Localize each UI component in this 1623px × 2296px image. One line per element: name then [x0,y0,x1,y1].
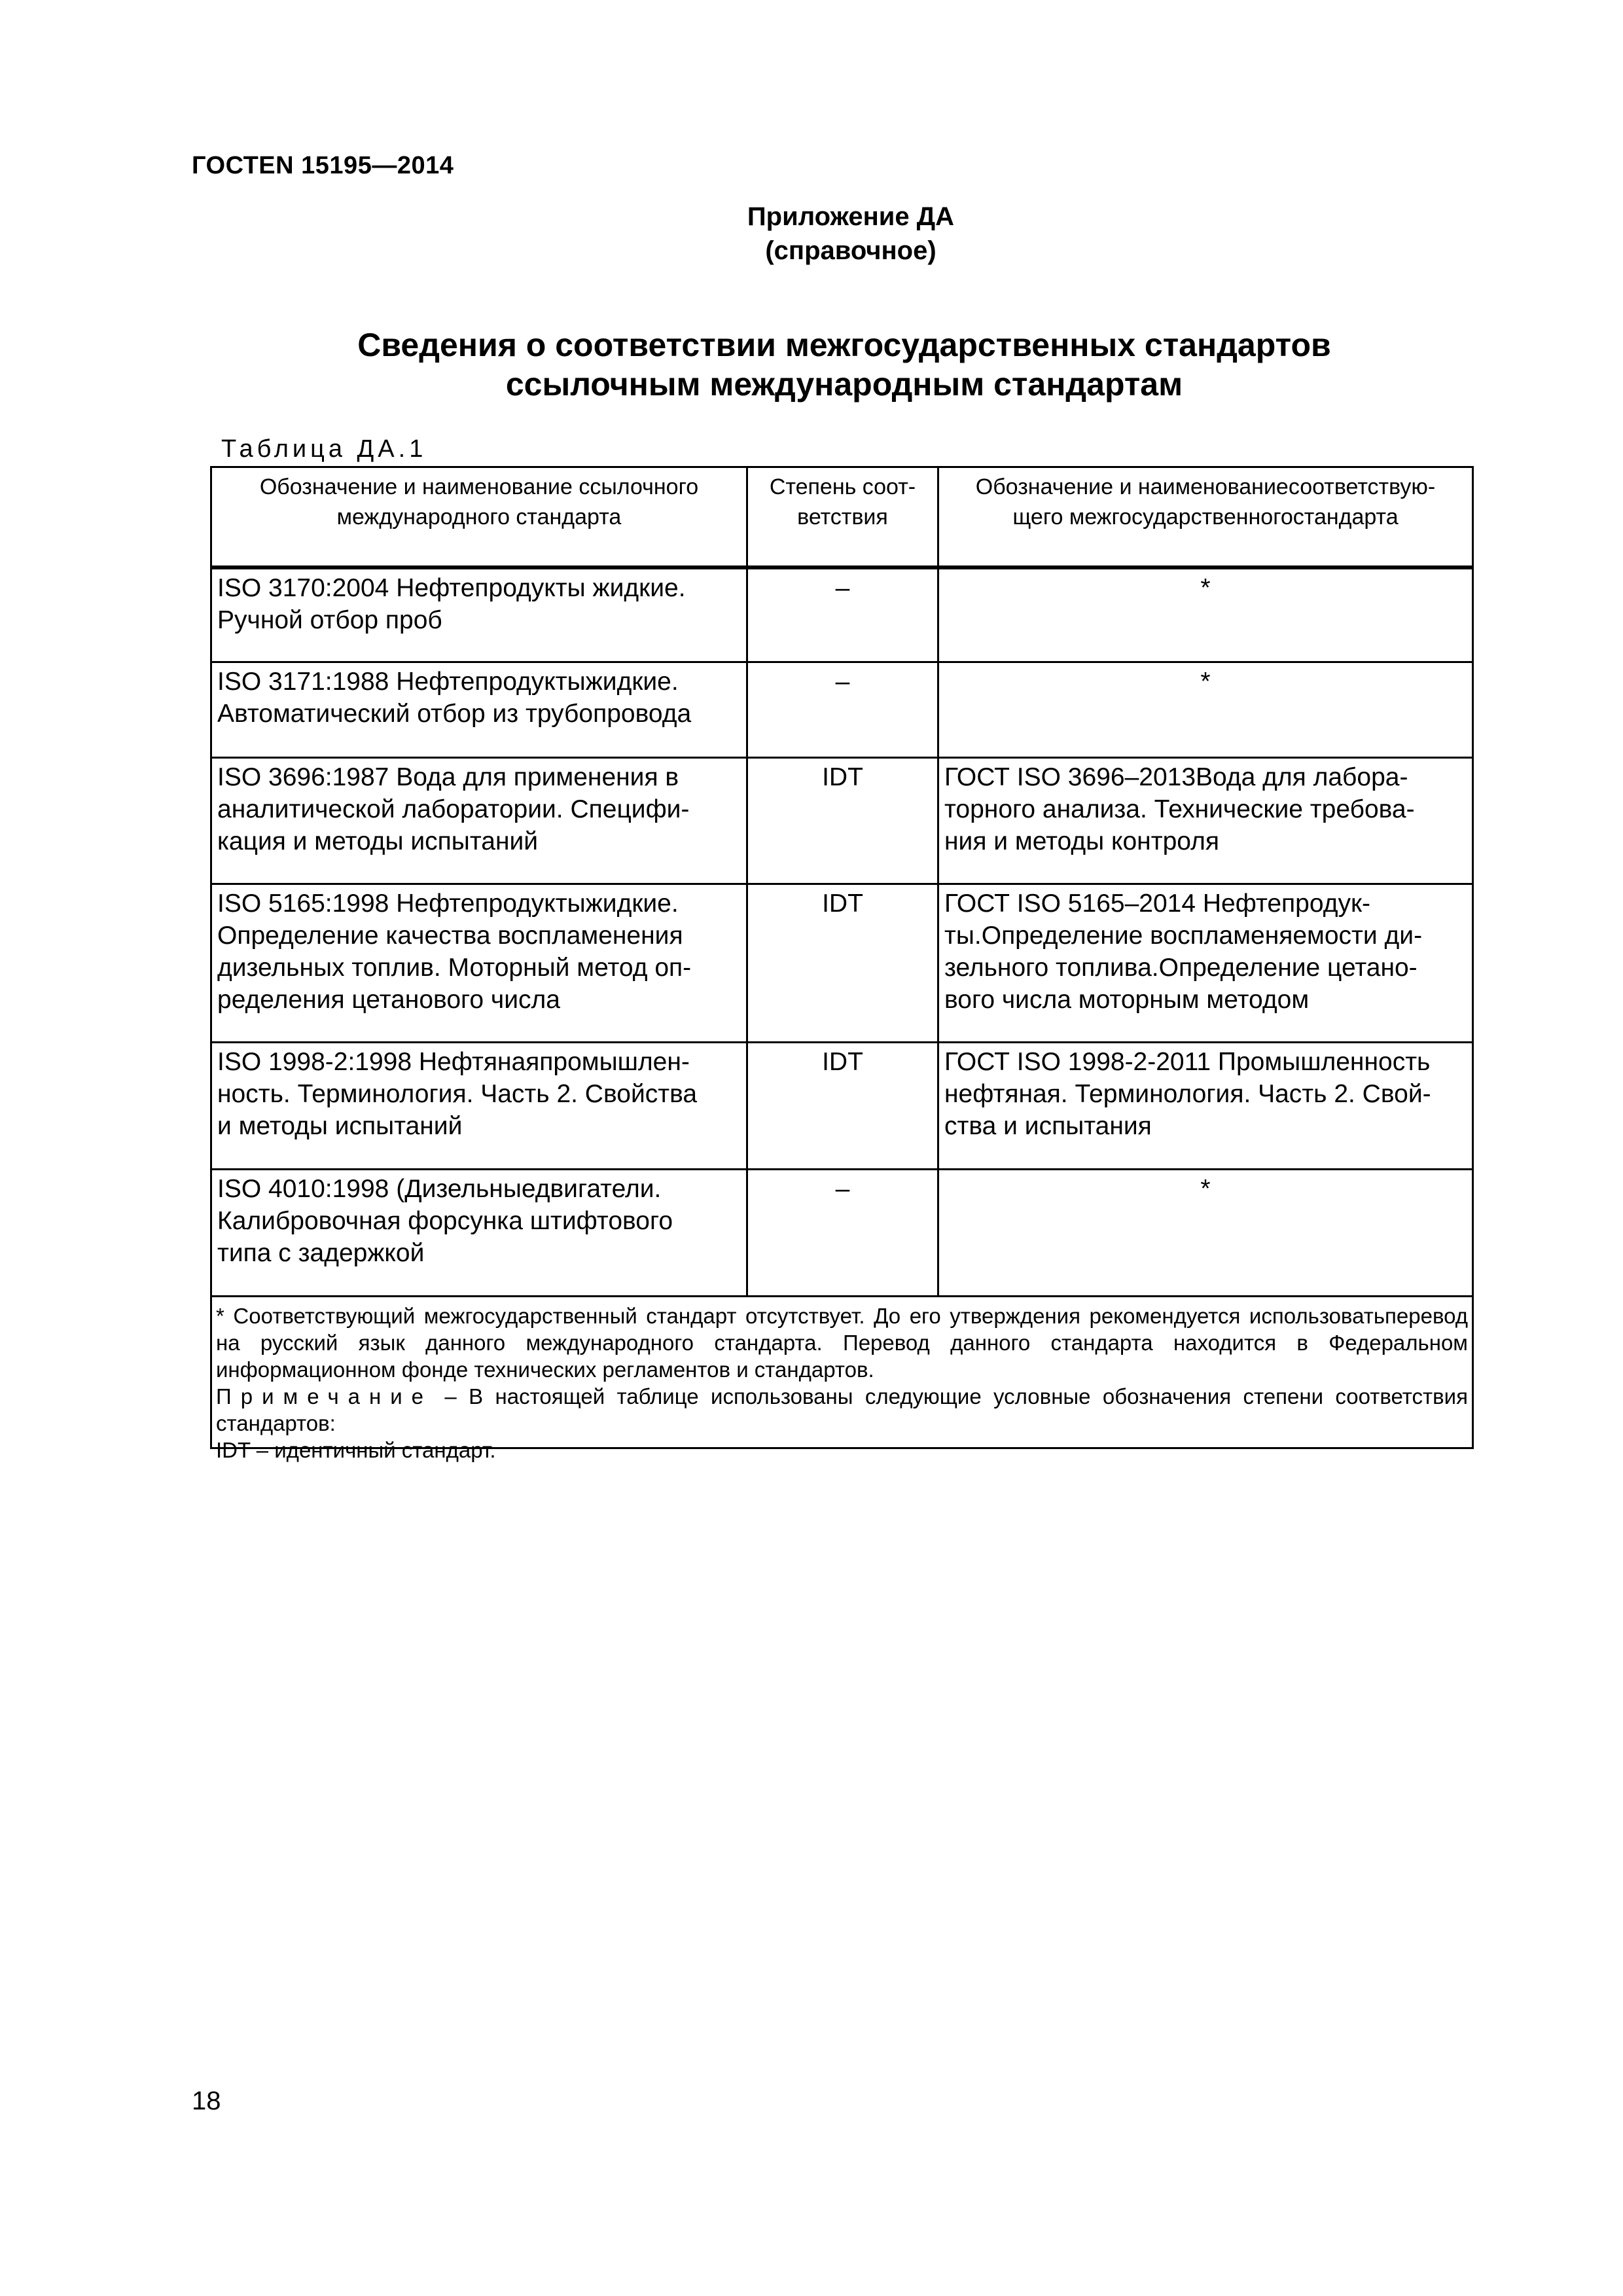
interstate-standard-cell [939,1043,1472,1168]
cell-text: Ручной отбор проб [217,606,442,634]
appendix-subtitle: (справочное) [765,236,936,265]
cell-text: ISO 3170:2004 Нефтепродукты жидкие. [217,574,686,602]
cell-text: ISO 3696:1987 Вода для применения в [217,763,679,791]
document-code: ГОСТEN 15195—2014 [192,152,454,179]
header-cell-international-standard [212,468,748,565]
cell-text: ISO 4010:1998 (Дизельныедвигатели. [217,1175,662,1203]
appendix-title: Приложение ДА [747,202,955,231]
footnote-idt-text: IDT – идентичный стандарт. [216,1438,496,1462]
degree-cell: IDT [748,1043,939,1168]
table-row [212,1170,1472,1297]
cell-text: ISO 3171:1988 Нефтепродуктыжидкие. [217,668,679,696]
page-title-line-2: ссылочным международным стандартам [505,366,1183,403]
interstate-standard-cell: * [1200,574,1211,602]
interstate-standard-cell: * [1200,1175,1211,1203]
cell-text: ния и методы контроля [944,827,1219,855]
cell-text: торного анализа. Технические требова- [944,795,1415,823]
degree-cell: – [748,663,939,757]
degree-cell: IDT [748,885,939,1041]
header-text: Обозначение и наименование ссылочного [259,475,699,499]
header-cell-interstate-standard [939,468,1472,565]
appendix-heading [654,200,1047,268]
cell-text: дизельных топлив. Моторный метод оп- [217,954,692,982]
degree-cell: – [748,1170,939,1295]
cell-text: ГОСТ ISO 5165–2014 Нефтепродук- [944,889,1371,918]
note-text: – В настоящей таблице использованы следующие условные обозначения степени соответствия стандартов: [216,1384,1468,1435]
cell-text: аналитической лаборатории. Специфи- [217,795,690,823]
header-text: международного стандарта [336,505,622,529]
cell-text: и методы испытаний [217,1112,463,1140]
cell-text: вого числа моторным методом [944,986,1310,1014]
table-row [212,885,1472,1043]
international-standard-cell [212,1170,748,1295]
table-row [212,567,1472,663]
header-cell-degree [748,468,939,565]
degree-cell: – [748,569,939,661]
table-header-row [212,468,1472,567]
cell-text: ГОСТ ISO 3696–2013Вода для лабора- [944,763,1408,791]
cell-text: ты.Определение воспламеняемости ди- [944,922,1423,950]
interstate-standard-cell [939,885,1472,1041]
international-standard-cell [212,569,748,661]
international-standard-cell [212,1043,748,1168]
cell-text: Определение качества воспламенения [217,922,683,950]
note-label: Примечание [216,1384,433,1408]
cell-text: зельного топлива.Определение цетано- [944,954,1418,982]
international-standard-cell [212,759,748,883]
cell-text: ISO 5165:1998 Нефтепродуктыжидкие. [217,889,679,918]
cell-text: кация и методы испытаний [217,827,539,855]
header-text: щего межгосударственногостандарта [1012,505,1399,529]
page-title [196,325,1492,404]
table-footnote [212,1297,1472,1463]
cell-text: Калибровочная форсунка штифтового [217,1207,673,1235]
standards-table [210,466,1474,1462]
page-number: 18 [192,2087,221,2115]
cell-text: ISO 1998-2:1998 Нефтянаяпромышлен- [217,1048,690,1076]
table-row [212,663,1472,759]
table-row [212,1043,1472,1170]
page-title-line-1: Сведения о соответствии межгосударственных стандартов [357,327,1331,363]
footnote-note [216,1383,1468,1437]
cell-text: ГОСТ ISO 1998-2-2011 Промышленность [944,1048,1431,1076]
table-row [212,759,1472,885]
table-label: Таблица ДА.1 [221,435,427,463]
cell-text: нефтяная. Терминология. Часть 2. Свой- [944,1080,1431,1108]
header-text: Степень соот- [769,475,916,499]
international-standard-cell [212,663,748,757]
cell-text: типа с задержкой [217,1239,425,1267]
header-text: ветствия [797,505,888,529]
header-text: Обозначение и наименованиесоответствую- [975,475,1436,499]
interstate-standard-cell [939,759,1472,883]
cell-text: ределения цетанового числа [217,986,560,1014]
cell-text: Автоматический отбор из трубопровода [217,700,692,728]
international-standard-cell [212,885,748,1041]
degree-cell: IDT [748,759,939,883]
footnote-star-text: * Соответствующий межгосударственный стандарт отсутствует. До его утверждения рекомендуется использоватьперевод на русский язык данного международного стандарта. Перевод данного стандарта находится в Федеральном информационном фонде технических регламентов и стандартов. [216,1304,1468,1382]
cell-text: ства и испытания [944,1112,1152,1140]
interstate-standard-cell: * [1200,668,1211,696]
cell-text: ность. Терминология. Часть 2. Свойства [217,1080,698,1108]
